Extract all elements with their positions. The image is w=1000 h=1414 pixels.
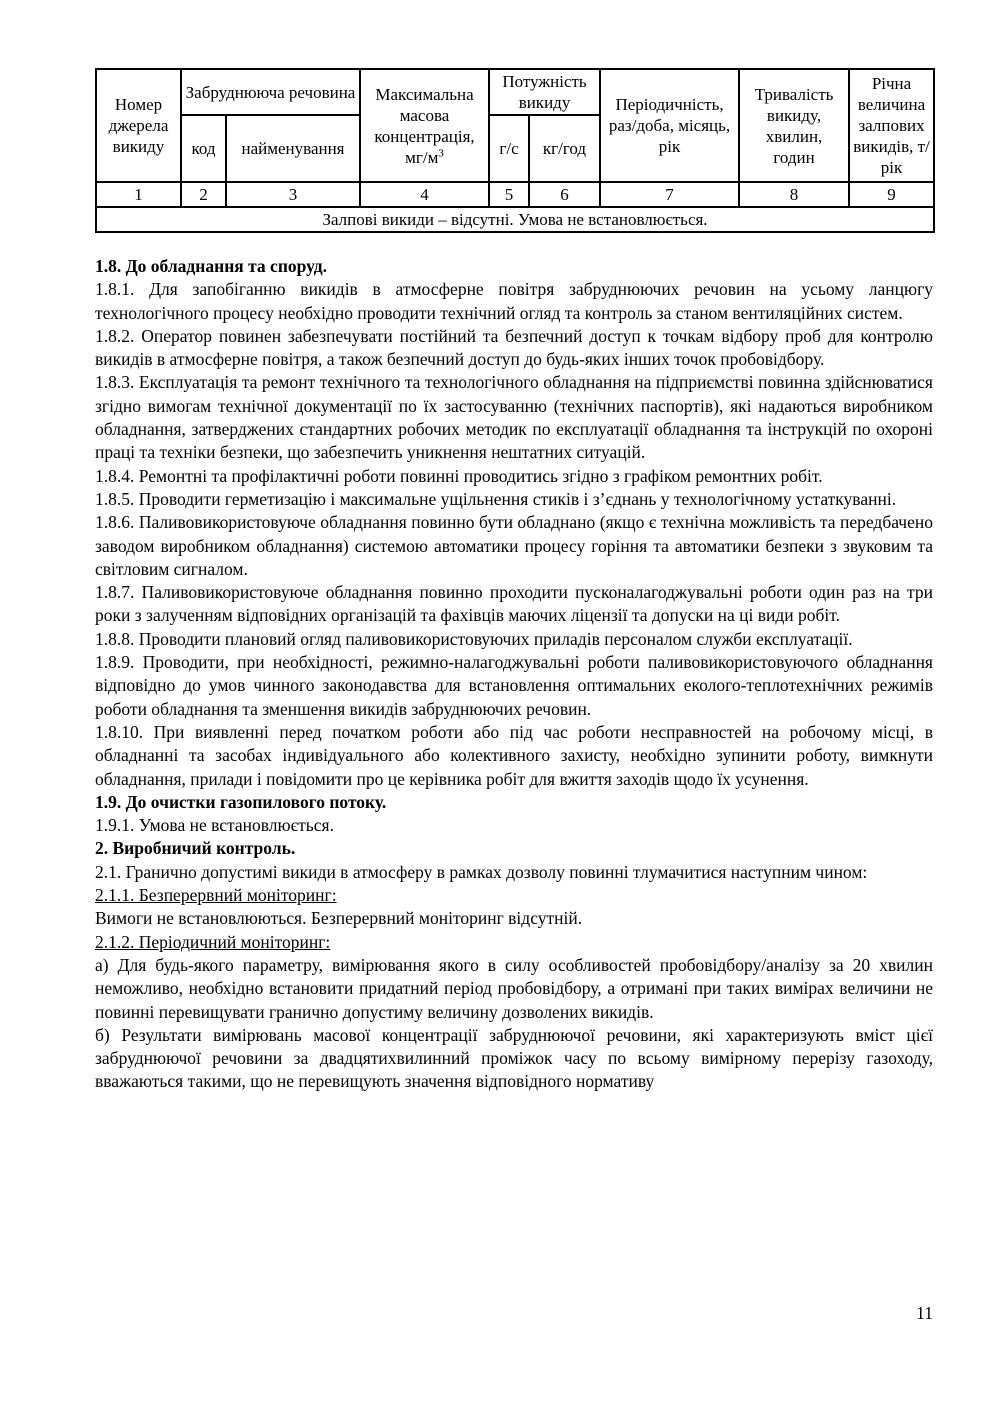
document-body-text [95,255,933,1094]
clause-2-1-2-item-b: б) Результати вимірювань масової концентрації забруднюючої речовини, які характеризують вміст цієї забруднюючої речовини за двадцятихвилинний проміжок часу по всьому вимірному перерізу газоходу, вважаються такими, що не перевищують значення відповідного нормативу [95,1024,933,1092]
th-max-concentration [360,69,489,182]
clause-1-8-4: 1.8.4. Ремонтні та профілактичні роботи повинні проводитись згідно з графіком ремонтних робіт. [95,465,823,486]
clause-1-8-10: 1.8.10. При виявленні перед початком роботи або під час роботи несправностей на робочому місці, в обладнанні та засобах індивідуального або колективного захисту, необхідно зупинити роботу, вимкнути обладнання, прилади і повідомити про це керівника робіт для вжиття заходів щодо їх усунення. [95,721,933,789]
column-number-cell: 3 [226,182,360,207]
clause-1-8-3: 1.8.3. Експлуатація та ремонт технічного та технологічного обладнання на підприємстві повинна здійснюватися згідно вимогам технічної документації по їх застосуванню (технічних паспортів), які надаються виробником обладнання, затверджених стандартних робочих методик по експлуатації обладнання та інструкцій по охороні праці та техніки безпеки, що забезпечить уникнення нештатних ситуацій. [95,372,933,463]
th-emission-power: Потужність викиду [489,69,600,115]
th-max-concentration-sup: 3 [438,146,444,159]
table-note-row: Залпові викиди – відсутні. Умова не встановлюється. [96,207,934,232]
column-numbers-row [96,182,934,207]
column-number-cell: 8 [739,182,849,207]
emissions-table [95,68,935,233]
clause-1-8-7: 1.8.7. Паливовикористовуюче обладнання повинно проходити пусконалагоджувальні роботи один раз на три роки з залученням відповідних організацій та фахівців маючих ліцензії та допуски на ці види робіт. [95,582,933,626]
clause-1-9-1: 1.9.1. Умова не встановлюється. [95,815,334,836]
th-name: найменування [226,115,360,182]
document-content [95,68,933,1094]
clause-1-8-6: 1.8.6. Паливовикористовуюче обладнання повинно бути обладнано (якщо є технічна можливість та передбачено заводом виробником обладнання) системою автоматики процесу горіння та автоматики безпеки з звуковим та світловим сигналом. [95,512,933,579]
column-number-cell: 6 [529,182,600,207]
section-1-9-heading: 1.9. До очистки газопилового потоку. [95,791,387,812]
th-pollutant: Забруднююча речовина [181,69,360,115]
clause-2-1-1-body: Вимоги не встановлюються. Безперервний моніторинг відсутній. [95,908,583,929]
clause-2-1-2-heading: 2.1.2. Періодичний моніторинг: [95,931,331,952]
th-annual-value: Річна величина залпових викидів, т/рік [849,69,934,182]
th-grams-per-second: г/с [489,115,529,182]
column-number-cell: 4 [360,182,489,207]
clause-2-1: 2.1. Гранично допустимі викиди в атмосферу в рамках дозволу повинні тлумачитися наступним чином: [95,861,868,882]
column-number-cell: 1 [96,182,181,207]
th-duration: Тривалість викиду, хвилин, годин [739,69,849,182]
clause-1-8-1: 1.8.1. Для запобіганню викидів в атмосферне повітря забруднюючих речовин на усьому ланцюгу технологічного процесу необхідно проводити технічний огляд та контроль за станом вентиляційних систем. [95,279,933,323]
column-number-cell: 5 [489,182,529,207]
section-2-heading: 2. Виробничий контроль. [95,838,296,859]
clause-1-8-9: 1.8.9. Проводити, при необхідності, режимно-налагоджувальні роботи паливовикористовуючого обладнання відповідно до умов чинного законодавства для встановлення оптимальних еколого-теплотехнічних режимів роботи обладнання та зменшення викидів забруднюючих речовин. [95,652,933,719]
th-periodicity: Періодичність, раз/доба, місяць, рік [600,69,739,182]
clause-1-8-5: 1.8.5. Проводити герметизацію і максимальне ущільнення стиків і з’єднань у технологічному устаткуванні. [95,488,897,509]
clause-2-1-2-item-a: а) Для будь-якого параметру, вимірювання якого в силу особливостей пробовідбору/аналізу за 20 хвилин неможливо, необхідно встановити придатний період пробовідбору, а отримані при таких вимірах величини не повинні перевищувати гранично допустиму величину дозволених викидів. [95,954,933,1022]
column-number-cell: 9 [849,182,934,207]
th-max-concentration-text: Максимальна масова концентрація, мг/м [374,84,475,167]
th-code: код [181,115,226,182]
column-number-cell: 7 [600,182,739,207]
section-1-8-heading: 1.8. До обладнання та споруд. [95,256,328,276]
page-number: 11 [916,1303,933,1323]
clause-1-8-8: 1.8.8. Проводити плановий огляд паливовикористовуючих приладів персоналом служби експлуатації. [95,628,853,649]
th-kg-per-hour: кг/год [529,115,600,182]
clause-2-1-1-heading: 2.1.1. Безперервний моніторинг: [95,885,337,906]
clause-1-8-2: 1.8.2. Оператор повинен забезпечувати постійний та безпечний доступ к точкам відбору проб для контролю викидів в атмосферне повітря, а також безпечний доступ до будь-яких інших точок пробовідбору. [95,325,933,370]
th-source-number: Номер джерела викиду [96,69,181,182]
column-number-cell: 2 [181,182,226,207]
